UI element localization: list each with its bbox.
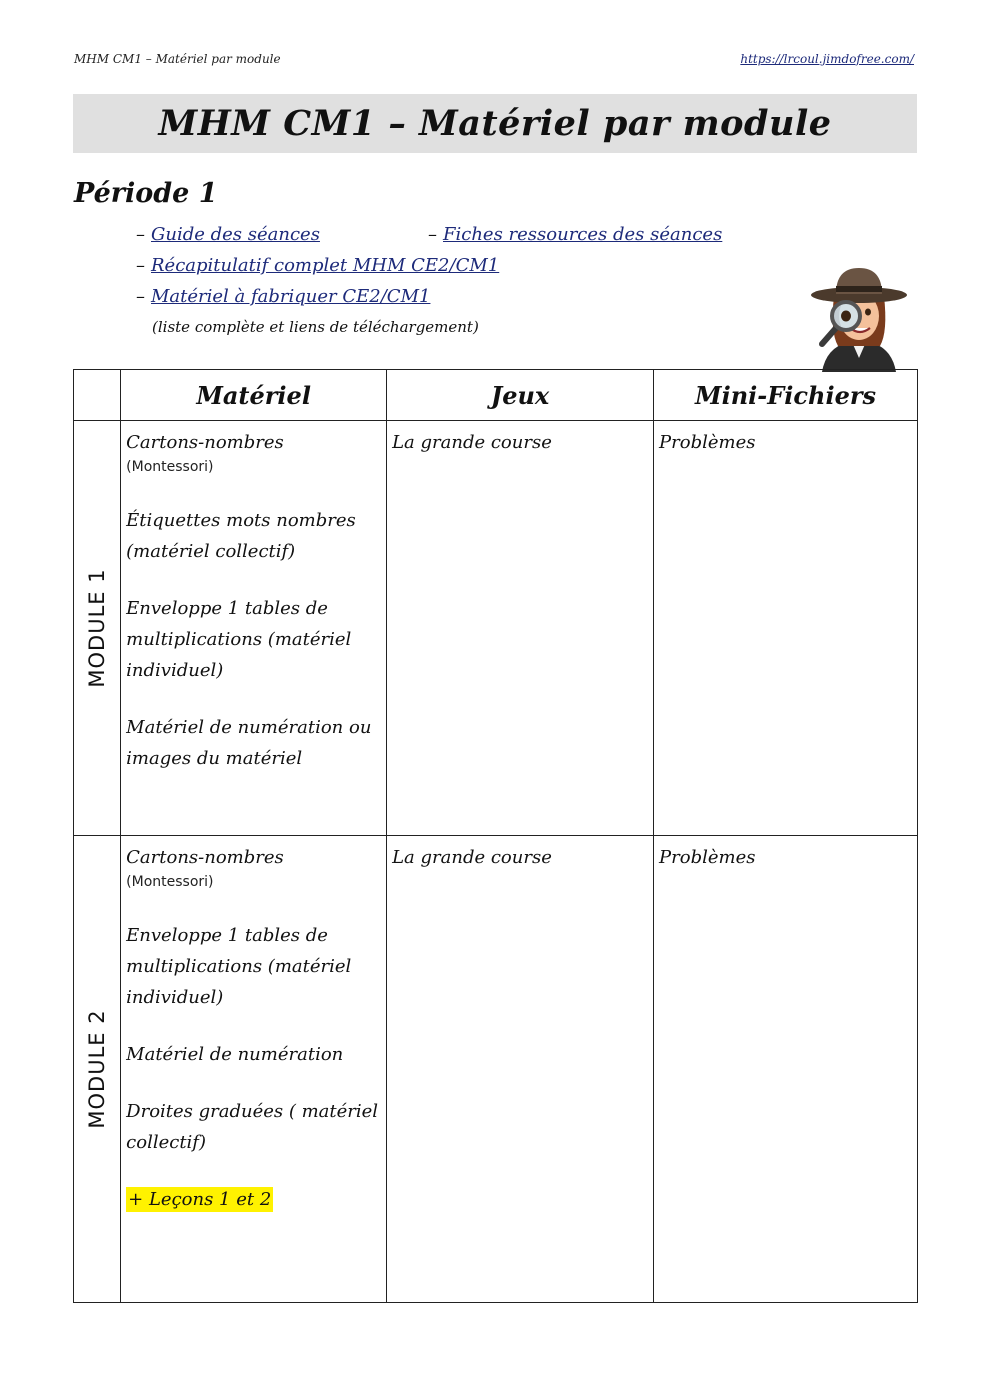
link-materiel-fabriquer[interactable]: Matériel à fabriquer CE2/CM1: [151, 286, 431, 307]
lecons-highlight: + Leçons 1 et 2: [128, 1189, 272, 1210]
title-banner: [73, 94, 917, 153]
materials-table: [73, 369, 918, 1303]
page-title: MHM CM1 – Matériel par module: [158, 103, 832, 144]
table-row-module-2: [74, 836, 918, 1303]
module-1-label-cell: [74, 421, 121, 836]
materiel-item: Cartons-nombres (Montessori): [126, 432, 284, 475]
header-url-link[interactable]: https://lrcoul.jimdofree.com/: [740, 52, 914, 66]
module-2-materiel: [121, 836, 387, 1303]
detective-mascot-icon: [808, 262, 910, 372]
link-guide-seances[interactable]: Guide des séances: [151, 224, 320, 245]
link-item: – Guide des séances: [136, 224, 320, 245]
link-fiches-ressources[interactable]: Fiches ressources des séances: [443, 224, 723, 245]
links-note: (liste complète et liens de téléchargement): [152, 318, 479, 336]
header-jeux: Jeux: [387, 370, 654, 421]
header-empty: [74, 370, 121, 421]
module-1-fichiers: Problèmes: [654, 421, 918, 836]
module-2-fichiers: Problèmes: [654, 836, 918, 1303]
materiel-item: Droites graduées ( matériel collectif): [126, 1101, 379, 1153]
table-row-module-1: [74, 421, 918, 836]
materiel-item: Étiquettes mots nombres (matériel collectif): [126, 510, 356, 562]
link-item: – Fiches ressources des séances: [428, 224, 723, 245]
link-item: – Récapitulatif complet MHM CE2/CM1: [136, 255, 500, 276]
module-2-jeux: La grande course: [387, 836, 654, 1303]
materiel-item: Enveloppe 1 tables de multiplications (matériel individuel): [126, 598, 352, 681]
header-materiel: Matériel: [121, 370, 387, 421]
materiel-item: Cartons-nombres (Montessori): [126, 847, 284, 890]
header-mini-fichiers: Mini-Fichiers: [654, 370, 918, 421]
materiel-item: Matériel de numération ou images du matériel: [126, 717, 372, 769]
module-2-label-cell: [74, 836, 121, 1303]
module-2-label: MODULE 2: [85, 1009, 110, 1129]
link-item: – Matériel à fabriquer CE2/CM1: [136, 286, 431, 307]
materiel-item: Matériel de numération: [126, 1044, 344, 1065]
module-1-label: MODULE 1: [85, 568, 110, 688]
module-1-materiel: [121, 421, 387, 836]
materiel-item: Enveloppe 1 tables de multiplications (matériel individuel): [126, 925, 352, 1008]
module-1-jeux: La grande course: [387, 421, 654, 836]
header-title: MHM CM1 – Matériel par module: [74, 52, 281, 66]
link-recapitulatif[interactable]: Récapitulatif complet MHM CE2/CM1: [151, 255, 500, 276]
period-heading: Période 1: [74, 178, 218, 209]
table-header-row: [74, 370, 918, 421]
